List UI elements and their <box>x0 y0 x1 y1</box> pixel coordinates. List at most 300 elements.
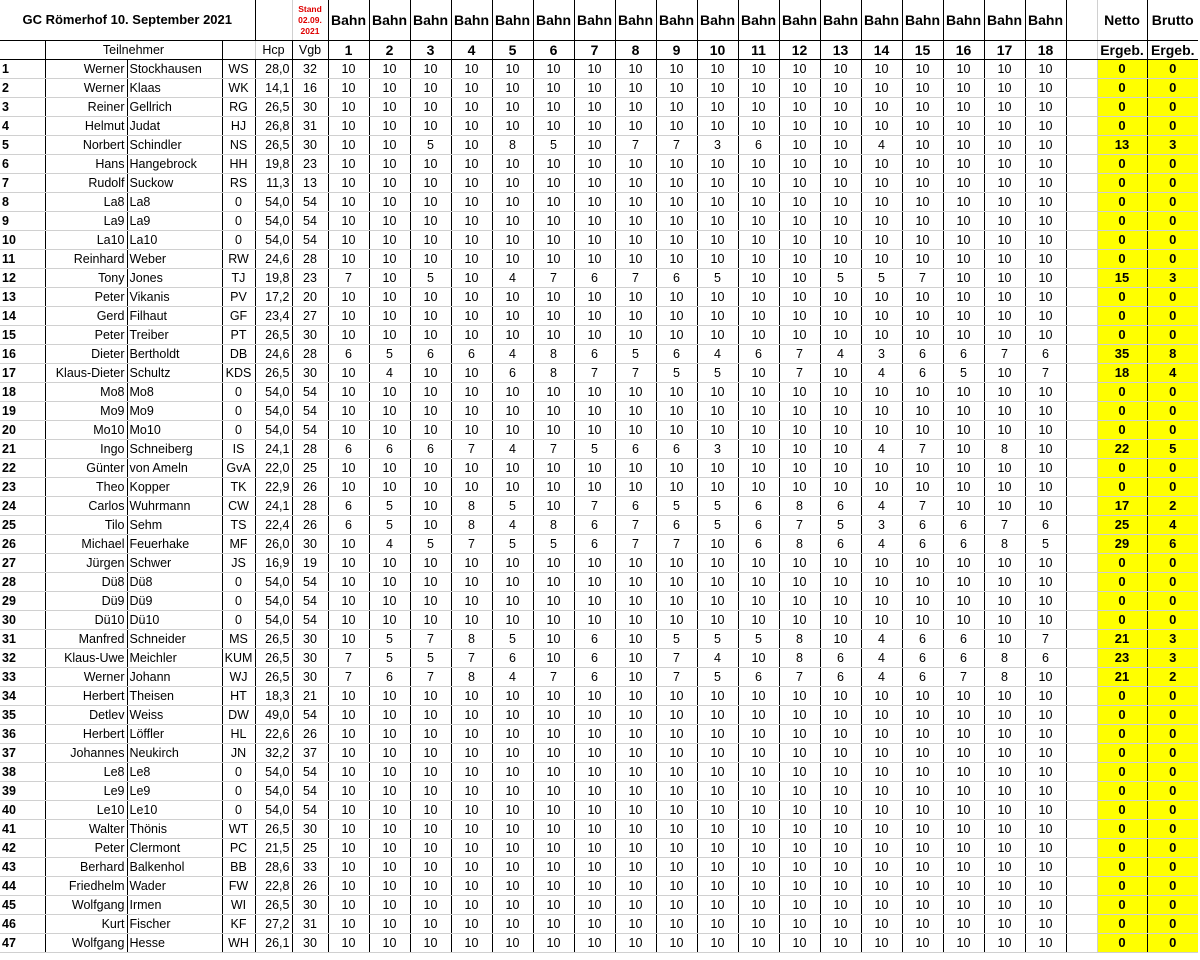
last-name: Schneiberg <box>127 440 222 459</box>
hole-score: 10 <box>902 383 943 402</box>
hole-score: 10 <box>861 725 902 744</box>
hole-score: 10 <box>861 763 902 782</box>
hole-score: 10 <box>615 79 656 98</box>
hole-score: 10 <box>451 269 492 288</box>
hole-score: 7 <box>902 440 943 459</box>
handicap: 54,0 <box>255 421 292 440</box>
hole-score: 7 <box>410 630 451 649</box>
hole-score: 10 <box>533 839 574 858</box>
hole-score: 6 <box>902 649 943 668</box>
initials: WK <box>222 79 255 98</box>
first-name: Le9 <box>45 782 127 801</box>
hole-score: 10 <box>943 440 984 459</box>
hole-score: 10 <box>738 117 779 136</box>
hole-score: 10 <box>984 687 1025 706</box>
hole-score: 10 <box>1025 763 1066 782</box>
hole-score: 5 <box>738 630 779 649</box>
brutto-result: 0 <box>1147 858 1198 877</box>
row-number: 12 <box>0 269 45 288</box>
hole-score: 10 <box>328 421 369 440</box>
hole-score: 10 <box>779 136 820 155</box>
hole-score: 10 <box>779 934 820 953</box>
brutto-result: 0 <box>1147 326 1198 345</box>
hole-score: 10 <box>656 402 697 421</box>
hole-score: 5 <box>697 630 738 649</box>
initials: KDS <box>222 364 255 383</box>
hole-score: 10 <box>656 60 697 79</box>
hole-score: 10 <box>656 687 697 706</box>
hole-score: 10 <box>369 573 410 592</box>
initials: 0 <box>222 763 255 782</box>
vorgabe: 30 <box>292 535 328 554</box>
hole-score: 10 <box>943 326 984 345</box>
brutto-result: 0 <box>1147 231 1198 250</box>
hole-score: 10 <box>574 98 615 117</box>
hole-score: 10 <box>779 687 820 706</box>
hole-score: 6 <box>574 649 615 668</box>
hole-score: 10 <box>328 744 369 763</box>
hole-score: 4 <box>369 535 410 554</box>
hole-score: 7 <box>451 440 492 459</box>
hole-score: 6 <box>328 345 369 364</box>
hole-score: 10 <box>697 573 738 592</box>
hole-score: 10 <box>1025 497 1066 516</box>
hole-score: 3 <box>697 136 738 155</box>
hole-score: 10 <box>533 478 574 497</box>
vorgabe: 27 <box>292 307 328 326</box>
hole-score: 10 <box>820 155 861 174</box>
stand-label: Stand 02.09. 2021 <box>292 0 328 41</box>
hole-score: 10 <box>533 934 574 953</box>
table-row <box>0 516 1198 535</box>
table-row <box>0 820 1198 839</box>
table-row <box>0 497 1198 516</box>
table-row <box>0 687 1198 706</box>
last-name: Neukirch <box>127 744 222 763</box>
hole-score: 10 <box>902 573 943 592</box>
netto-result: 0 <box>1097 79 1147 98</box>
hole-score: 10 <box>738 725 779 744</box>
handicap: 54,0 <box>255 193 292 212</box>
last-name: Clermont <box>127 839 222 858</box>
hole-score: 10 <box>820 706 861 725</box>
hole-score: 8 <box>451 630 492 649</box>
hole-score: 6 <box>656 516 697 535</box>
table-row <box>0 915 1198 934</box>
handicap: 54,0 <box>255 611 292 630</box>
hole-score: 10 <box>738 801 779 820</box>
brutto-ergeb-header: Ergeb. <box>1147 41 1198 60</box>
hole-score: 10 <box>492 212 533 231</box>
hole-score: 10 <box>738 573 779 592</box>
hole-score: 10 <box>656 79 697 98</box>
hole-number-header: 10 <box>697 41 738 60</box>
hole-score: 10 <box>369 155 410 174</box>
table-row <box>0 288 1198 307</box>
hole-score: 6 <box>820 497 861 516</box>
hole-score: 10 <box>492 858 533 877</box>
hole-number-header: 6 <box>533 41 574 60</box>
last-name: Judat <box>127 117 222 136</box>
hole-score: 4 <box>861 668 902 687</box>
first-name: Johannes <box>45 744 127 763</box>
last-name: Bertholdt <box>127 345 222 364</box>
hole-score: 10 <box>943 79 984 98</box>
hole-score: 7 <box>615 364 656 383</box>
brutto-result: 0 <box>1147 915 1198 934</box>
hole-score: 10 <box>533 554 574 573</box>
hole-score: 10 <box>738 250 779 269</box>
hole-score: 10 <box>820 98 861 117</box>
hole-score: 10 <box>697 117 738 136</box>
brutto-result: 0 <box>1147 839 1198 858</box>
hole-score: 10 <box>902 725 943 744</box>
hole-score: 10 <box>697 402 738 421</box>
netto-result: 0 <box>1097 326 1147 345</box>
hole-score: 10 <box>492 554 533 573</box>
first-name: Ingo <box>45 440 127 459</box>
hole-score: 5 <box>369 649 410 668</box>
hole-score: 10 <box>861 326 902 345</box>
hole-score: 4 <box>697 345 738 364</box>
vorgabe: 23 <box>292 155 328 174</box>
hole-score: 10 <box>533 877 574 896</box>
hole-score: 10 <box>574 250 615 269</box>
hole-score: 10 <box>697 307 738 326</box>
hole-score: 6 <box>943 649 984 668</box>
hole-score: 10 <box>779 60 820 79</box>
hole-score: 10 <box>902 326 943 345</box>
hole-number-header: 4 <box>451 41 492 60</box>
row-number: 36 <box>0 725 45 744</box>
first-name: Le10 <box>45 801 127 820</box>
hole-score: 5 <box>492 497 533 516</box>
row-number: 47 <box>0 934 45 953</box>
hole-score: 10 <box>738 649 779 668</box>
hole-score: 7 <box>574 497 615 516</box>
hole-score: 5 <box>615 345 656 364</box>
hole-score: 10 <box>574 478 615 497</box>
hole-score: 10 <box>492 60 533 79</box>
hole-score: 10 <box>820 478 861 497</box>
hole-score: 10 <box>492 820 533 839</box>
last-name: Sehm <box>127 516 222 535</box>
row-number: 37 <box>0 744 45 763</box>
hole-score: 10 <box>369 554 410 573</box>
brutto-header: Brutto <box>1147 0 1198 41</box>
hole-score: 10 <box>779 554 820 573</box>
brutto-result: 3 <box>1147 649 1198 668</box>
hole-score: 10 <box>369 820 410 839</box>
hole-score: 10 <box>369 231 410 250</box>
hole-score: 10 <box>328 193 369 212</box>
hole-score: 10 <box>779 421 820 440</box>
hole-score: 10 <box>902 136 943 155</box>
first-name: Herbert <box>45 687 127 706</box>
hole-score: 10 <box>820 421 861 440</box>
table-row <box>0 554 1198 573</box>
initials: HJ <box>222 117 255 136</box>
hole-score: 7 <box>451 535 492 554</box>
last-name: Irmen <box>127 896 222 915</box>
hole-score: 10 <box>738 79 779 98</box>
participant-rows <box>0 60 1198 953</box>
hole-score: 10 <box>1025 79 1066 98</box>
initials: PC <box>222 839 255 858</box>
first-name: La9 <box>45 212 127 231</box>
hole-score: 10 <box>984 269 1025 288</box>
handicap: 26,1 <box>255 934 292 953</box>
hole-score: 10 <box>1025 801 1066 820</box>
initials: 0 <box>222 231 255 250</box>
netto-result: 0 <box>1097 98 1147 117</box>
hole-score: 10 <box>738 307 779 326</box>
vorgabe: 28 <box>292 497 328 516</box>
hole-score: 10 <box>697 79 738 98</box>
handicap: 27,2 <box>255 915 292 934</box>
hole-score: 10 <box>451 706 492 725</box>
netto-result: 21 <box>1097 668 1147 687</box>
hole-score: 10 <box>984 117 1025 136</box>
hole-score: 10 <box>820 820 861 839</box>
hole-score: 10 <box>1025 193 1066 212</box>
netto-result: 22 <box>1097 440 1147 459</box>
handicap: 23,4 <box>255 307 292 326</box>
hole-score: 10 <box>492 459 533 478</box>
bahn-header: Bahn <box>574 0 615 41</box>
hole-score: 5 <box>369 516 410 535</box>
hole-score: 6 <box>574 345 615 364</box>
hole-score: 10 <box>656 155 697 174</box>
hole-score: 10 <box>615 763 656 782</box>
netto-ergeb-header: Ergeb. <box>1097 41 1147 60</box>
hole-score: 10 <box>779 117 820 136</box>
hole-score: 10 <box>656 915 697 934</box>
hole-score: 7 <box>1025 364 1066 383</box>
netto-result: 0 <box>1097 801 1147 820</box>
hole-score: 5 <box>410 269 451 288</box>
netto-result: 0 <box>1097 478 1147 497</box>
hole-score: 7 <box>656 649 697 668</box>
brutto-result: 0 <box>1147 288 1198 307</box>
table-row <box>0 877 1198 896</box>
brutto-result: 0 <box>1147 117 1198 136</box>
hole-score: 10 <box>451 383 492 402</box>
hole-score: 10 <box>574 687 615 706</box>
hole-score: 10 <box>615 478 656 497</box>
hole-score: 10 <box>1025 877 1066 896</box>
hole-score: 6 <box>738 668 779 687</box>
hole-score: 10 <box>328 307 369 326</box>
handicap: 54,0 <box>255 231 292 250</box>
vorgabe: 54 <box>292 383 328 402</box>
hole-score: 7 <box>328 668 369 687</box>
hole-score: 10 <box>738 364 779 383</box>
hole-score: 10 <box>369 269 410 288</box>
hole-score: 10 <box>861 421 902 440</box>
hole-score: 10 <box>328 326 369 345</box>
last-name: Le10 <box>127 801 222 820</box>
vorgabe: 13 <box>292 174 328 193</box>
hole-score: 6 <box>615 440 656 459</box>
hole-score: 10 <box>492 839 533 858</box>
bahn-header: Bahn <box>451 0 492 41</box>
first-name: La10 <box>45 231 127 250</box>
hole-score: 10 <box>615 459 656 478</box>
hole-score: 7 <box>779 668 820 687</box>
hole-score: 10 <box>943 155 984 174</box>
hole-score: 10 <box>738 915 779 934</box>
hole-score: 10 <box>697 611 738 630</box>
hole-score: 4 <box>492 516 533 535</box>
hole-score: 10 <box>533 174 574 193</box>
hole-score: 10 <box>533 250 574 269</box>
vorgabe: 54 <box>292 706 328 725</box>
hole-score: 10 <box>820 630 861 649</box>
hole-score: 10 <box>943 288 984 307</box>
hole-score: 10 <box>861 288 902 307</box>
hole-score: 10 <box>902 877 943 896</box>
initials: WH <box>222 934 255 953</box>
hole-score: 10 <box>615 649 656 668</box>
hole-score: 10 <box>451 231 492 250</box>
vorgabe: 30 <box>292 896 328 915</box>
initials: FW <box>222 877 255 896</box>
vorgabe: 30 <box>292 98 328 117</box>
table-row <box>0 725 1198 744</box>
hole-score: 10 <box>820 725 861 744</box>
hole-score: 10 <box>533 744 574 763</box>
hole-score: 10 <box>574 744 615 763</box>
last-name: Weber <box>127 250 222 269</box>
hole-score: 3 <box>861 516 902 535</box>
hole-score: 10 <box>697 459 738 478</box>
hole-score: 10 <box>820 687 861 706</box>
hole-score: 10 <box>902 706 943 725</box>
hole-score: 10 <box>533 592 574 611</box>
hole-score: 10 <box>779 250 820 269</box>
hole-score: 7 <box>615 516 656 535</box>
row-number: 2 <box>0 79 45 98</box>
vorgabe: 25 <box>292 459 328 478</box>
hole-score: 10 <box>697 725 738 744</box>
hole-score: 10 <box>861 839 902 858</box>
hole-score: 10 <box>943 820 984 839</box>
handicap: 18,3 <box>255 687 292 706</box>
hole-score: 10 <box>779 307 820 326</box>
hole-score: 10 <box>410 250 451 269</box>
handicap: 11,3 <box>255 174 292 193</box>
hole-score: 10 <box>615 326 656 345</box>
handicap: 22,4 <box>255 516 292 535</box>
hole-score: 10 <box>820 250 861 269</box>
hole-score: 10 <box>615 630 656 649</box>
hole-score: 10 <box>328 478 369 497</box>
hole-score: 5 <box>410 535 451 554</box>
brutto-result: 0 <box>1147 478 1198 497</box>
hole-score: 10 <box>615 307 656 326</box>
hole-score: 10 <box>779 231 820 250</box>
hole-score: 6 <box>902 345 943 364</box>
hole-score: 8 <box>984 668 1025 687</box>
hole-score: 10 <box>533 649 574 668</box>
hole-score: 5 <box>369 630 410 649</box>
last-name: Le9 <box>127 782 222 801</box>
table-row <box>0 440 1198 459</box>
hole-score: 10 <box>533 326 574 345</box>
hole-score: 10 <box>820 554 861 573</box>
netto-result: 0 <box>1097 383 1147 402</box>
initials: 0 <box>222 402 255 421</box>
hole-score: 10 <box>656 744 697 763</box>
hole-score: 8 <box>779 535 820 554</box>
vorgabe: 26 <box>292 877 328 896</box>
brutto-result: 0 <box>1147 307 1198 326</box>
hole-score: 10 <box>615 820 656 839</box>
vorgabe: 54 <box>292 421 328 440</box>
vorgabe: 54 <box>292 782 328 801</box>
hole-score: 10 <box>369 459 410 478</box>
table-row <box>0 155 1198 174</box>
hole-score: 6 <box>943 516 984 535</box>
brutto-result: 4 <box>1147 364 1198 383</box>
table-row <box>0 668 1198 687</box>
hole-score: 5 <box>656 364 697 383</box>
hole-score: 10 <box>902 744 943 763</box>
initials: 0 <box>222 421 255 440</box>
hole-score: 10 <box>820 440 861 459</box>
table-row <box>0 307 1198 326</box>
hole-score: 10 <box>902 611 943 630</box>
hole-score: 7 <box>943 668 984 687</box>
hole-number-header: 2 <box>369 41 410 60</box>
hole-score: 10 <box>738 934 779 953</box>
hole-score: 10 <box>902 687 943 706</box>
hole-score: 4 <box>861 136 902 155</box>
brutto-result: 0 <box>1147 934 1198 953</box>
vorgabe: 28 <box>292 250 328 269</box>
row-number: 3 <box>0 98 45 117</box>
hole-score: 10 <box>410 231 451 250</box>
hole-score: 10 <box>738 763 779 782</box>
hole-score: 10 <box>451 820 492 839</box>
hole-score: 10 <box>943 117 984 136</box>
hole-number-header: 12 <box>779 41 820 60</box>
hole-score: 10 <box>492 915 533 934</box>
vorgabe: 30 <box>292 630 328 649</box>
initials: 0 <box>222 592 255 611</box>
row-number: 43 <box>0 858 45 877</box>
hole-score: 10 <box>615 934 656 953</box>
vorgabe: 20 <box>292 288 328 307</box>
hole-score: 10 <box>615 288 656 307</box>
last-name: Dü8 <box>127 573 222 592</box>
hole-score: 10 <box>410 763 451 782</box>
hole-score: 7 <box>779 516 820 535</box>
hole-score: 10 <box>574 326 615 345</box>
table-row <box>0 250 1198 269</box>
hole-score: 10 <box>820 782 861 801</box>
teilnehmer-header: Teilnehmer <box>45 41 222 60</box>
hole-score: 10 <box>779 212 820 231</box>
hole-score: 10 <box>369 250 410 269</box>
handicap: 54,0 <box>255 782 292 801</box>
brutto-result: 3 <box>1147 630 1198 649</box>
hole-score: 10 <box>369 212 410 231</box>
hole-score: 10 <box>451 250 492 269</box>
row-number: 35 <box>0 706 45 725</box>
hole-score: 10 <box>697 592 738 611</box>
